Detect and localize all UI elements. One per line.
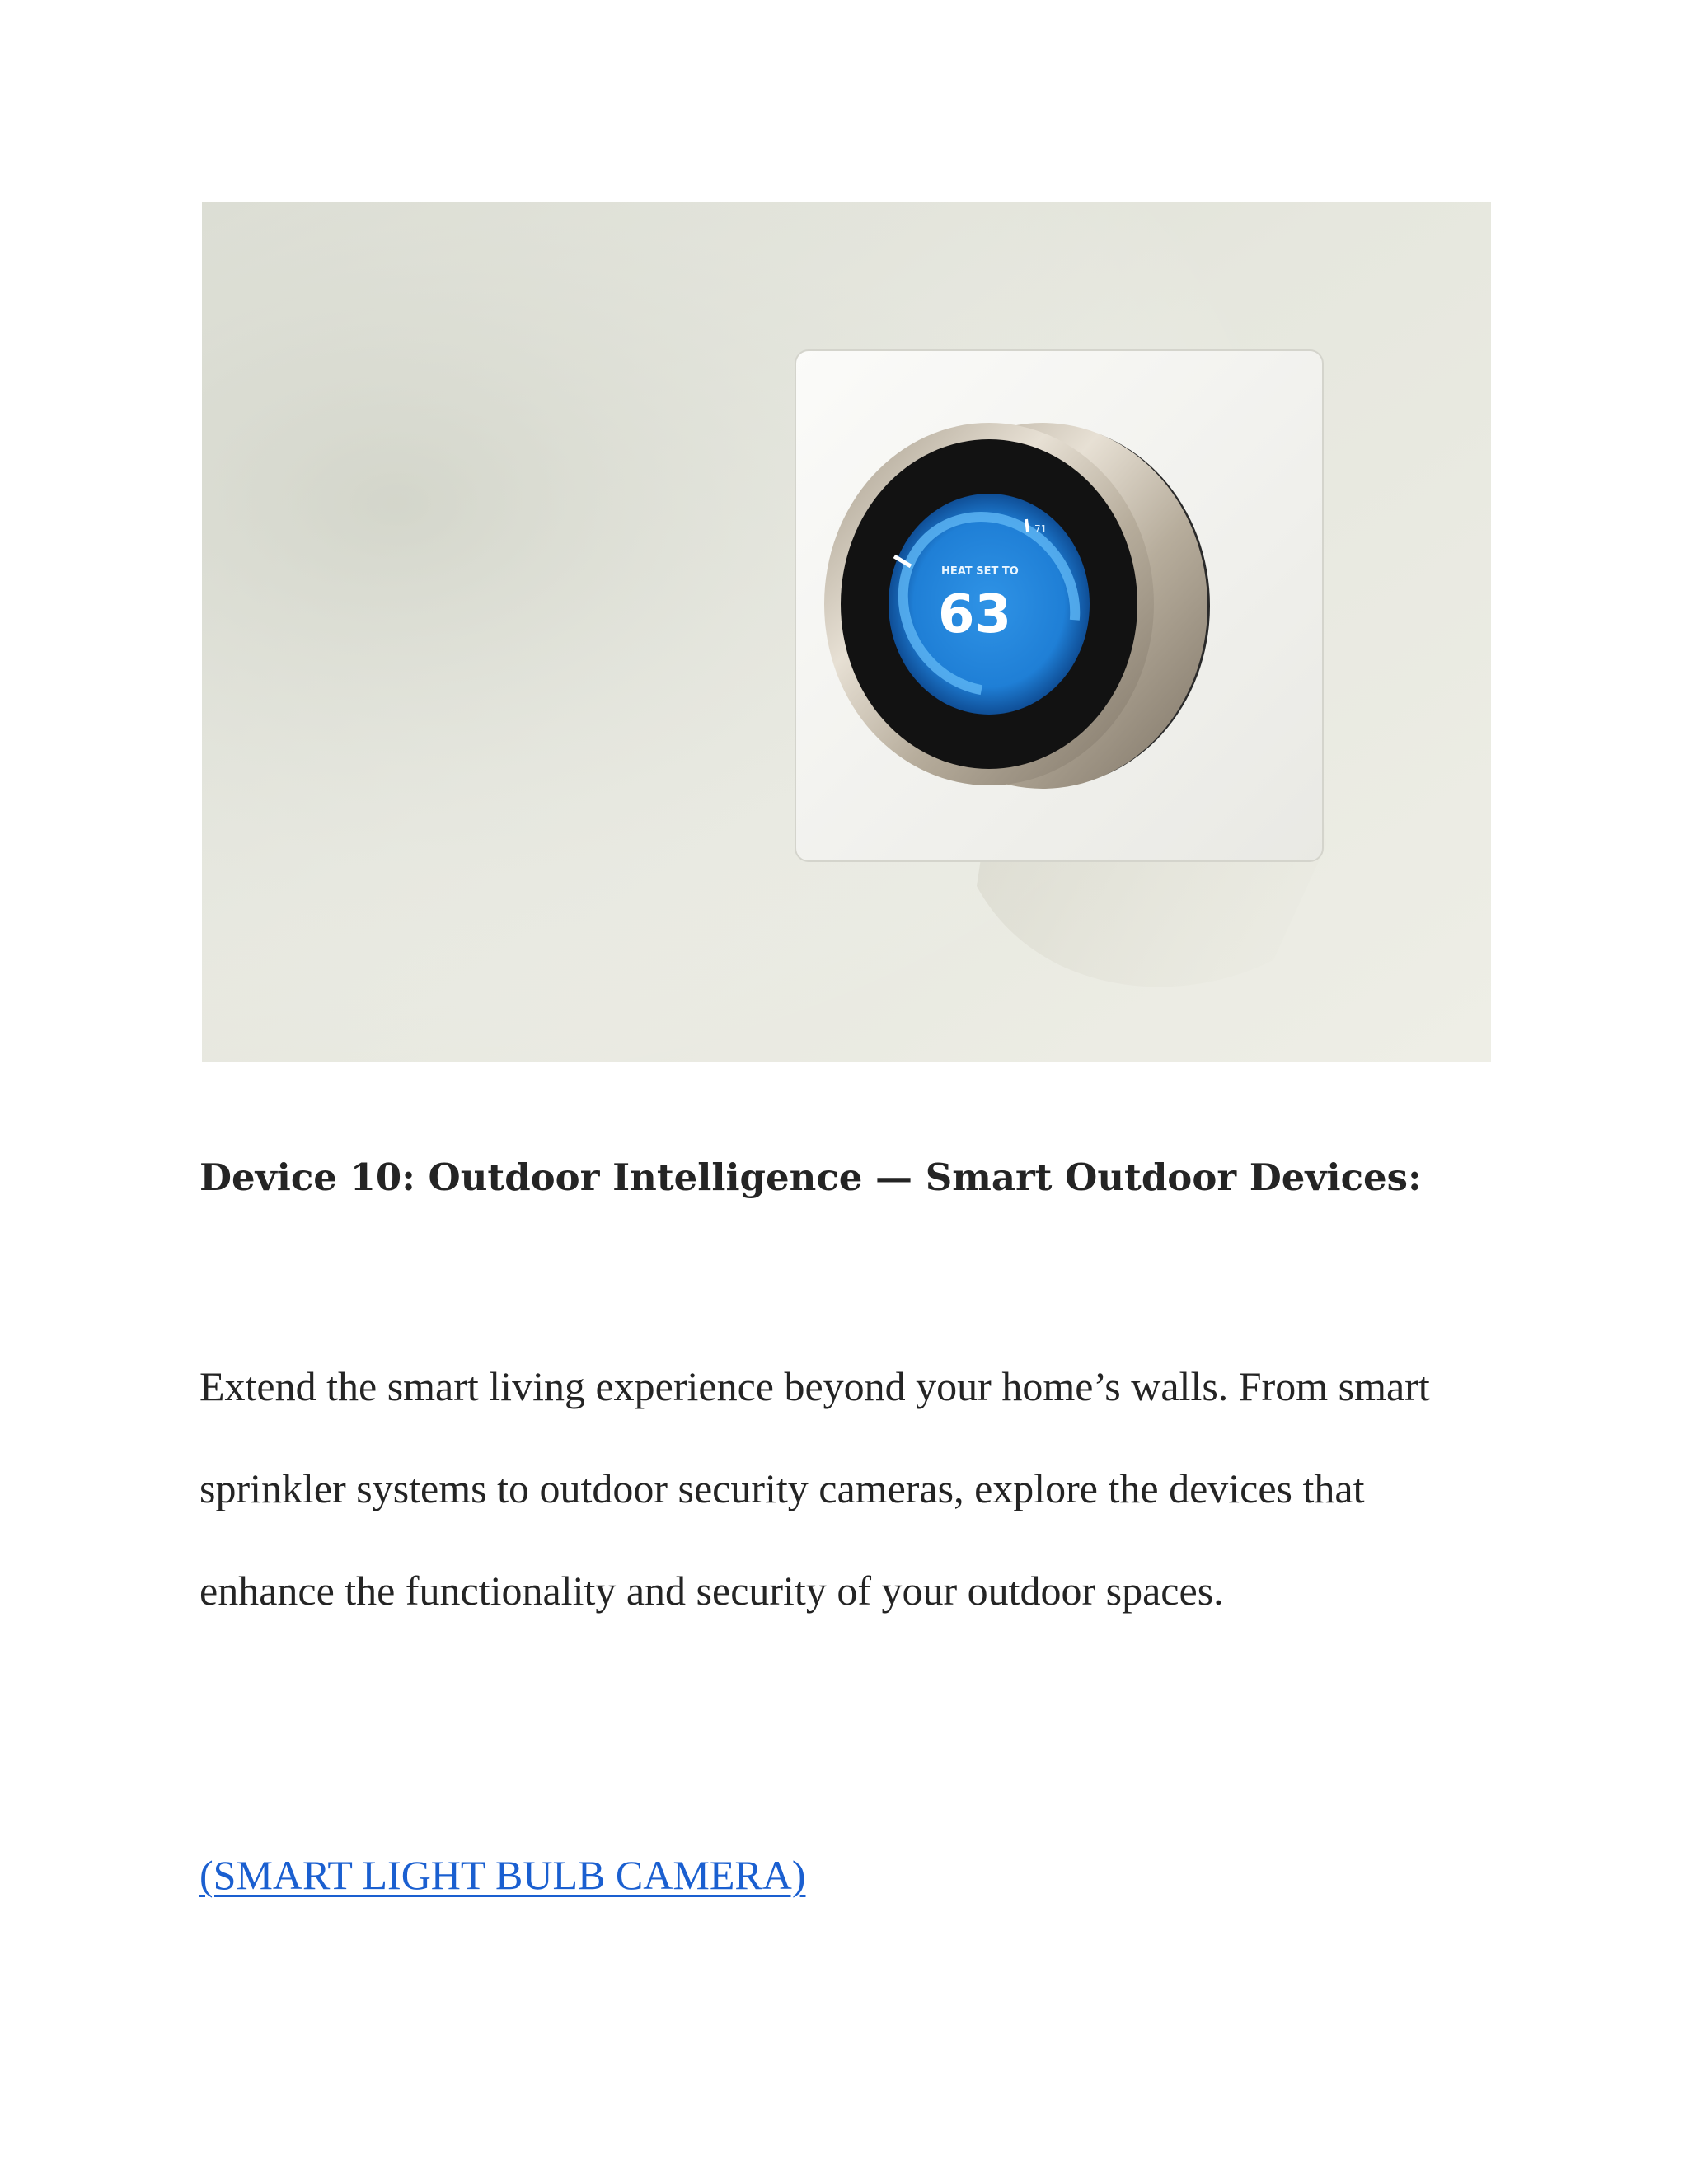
thermostat-illustration	[202, 202, 1491, 1062]
thermostat-temperature: 63	[938, 584, 1012, 645]
body-paragraph: Extend the smart living experience beyond your home’s walls. From smart sprinkler systems to outdoor security cameras, explore the devices that enhance the functionality and security of your outdoor spaces.	[199, 1363, 1430, 1614]
thermostat-small-reading: 71	[1034, 523, 1048, 535]
section-heading: Device 10: Outdoor Intelligence — Smart Outdoor Devices:	[199, 1155, 1422, 1199]
thermostat-mode-label: HEAT SET TO	[941, 565, 1019, 578]
thermostat-photo	[202, 202, 1491, 1062]
smart-light-bulb-camera-link[interactable]: (SMART LIGHT BULB CAMERA)	[199, 1852, 806, 1898]
